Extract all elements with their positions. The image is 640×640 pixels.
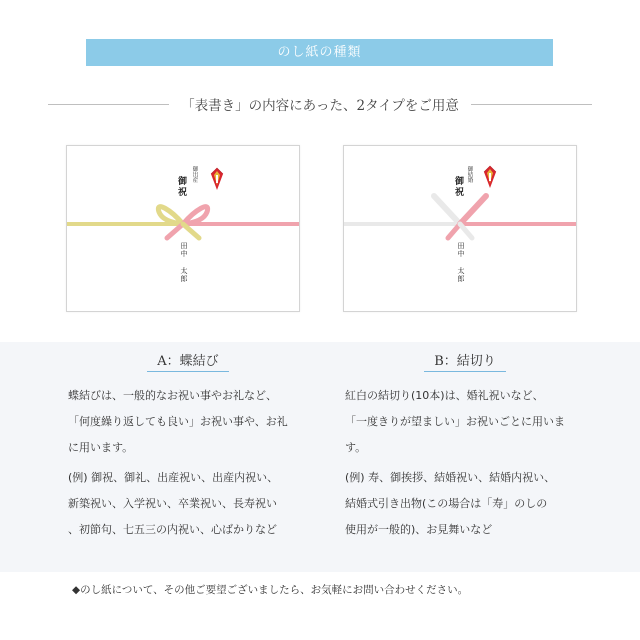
mizuhiki-right-band xyxy=(460,222,576,226)
noshi-card-butterfly xyxy=(66,145,300,312)
section-heading: B：結切り xyxy=(345,350,585,372)
mizuhiki-left-band xyxy=(67,222,183,226)
noshi-illustration-a xyxy=(67,146,299,311)
noshi-small-text: 御結婚 xyxy=(466,166,473,183)
noshi-illustration-b xyxy=(344,146,576,311)
explanation-panel xyxy=(0,342,640,572)
contact-note: ◆のし紙について、その他ご要望ございましたら、お気軽にお問い合わせください。 xyxy=(72,584,469,596)
mizuhiki-left-band xyxy=(344,222,460,226)
section-description: 蝶結びは、一般的なお祝い事やお礼など、 「何度繰り返しても良い」お祝い事や、お礼 に用います。 xyxy=(68,389,288,454)
noshi-main-text: 御祝 xyxy=(453,176,463,198)
subtitle: 「表書き」の内容にあった、2タイプをご用意 xyxy=(181,98,459,114)
divider-left xyxy=(48,104,169,105)
section-tied xyxy=(345,342,585,543)
divider-right xyxy=(471,104,592,105)
noshi-ornament-icon xyxy=(484,166,496,188)
noshi-main-text: 御祝 xyxy=(176,176,186,198)
page-title: のし紙の種類 xyxy=(86,39,553,66)
mizuhiki-right-band xyxy=(183,222,299,226)
section-description: 紅白の結切り(10本)は、婚礼祝いなど、 「一度きりが望ましい」お祝いごとに用いま す。 xyxy=(345,389,565,454)
noshi-name-line-2: 太郎 xyxy=(180,267,188,283)
section-examples: (例) 御祝、御礼、出産祝い、出産内祝い、 新築祝い、入学祝い、卒業祝い、長寿祝い 、初節句、七五三の内祝い、心ばかりなど xyxy=(68,471,279,536)
noshi-small-text: 御出産 xyxy=(191,166,198,183)
section-butterfly xyxy=(68,342,308,543)
section-examples: (例) 寿、御挨拶、結婚祝い、結婚内祝い、 結婚式引き出物(この場合は「寿」のしの 使用が一般的)、お見舞いなど xyxy=(345,471,556,536)
noshi-card-tied xyxy=(343,145,577,312)
noshi-name-line-1: 田中 xyxy=(457,242,465,258)
subtitle-row xyxy=(48,93,592,115)
tied-knot-icon xyxy=(434,196,486,238)
noshi-ornament-icon xyxy=(211,168,223,190)
noshi-name-line-2: 太郎 xyxy=(457,267,465,283)
noshi-name-line-1: 田中 xyxy=(180,242,188,258)
section-heading: A：蝶結び xyxy=(68,350,308,372)
